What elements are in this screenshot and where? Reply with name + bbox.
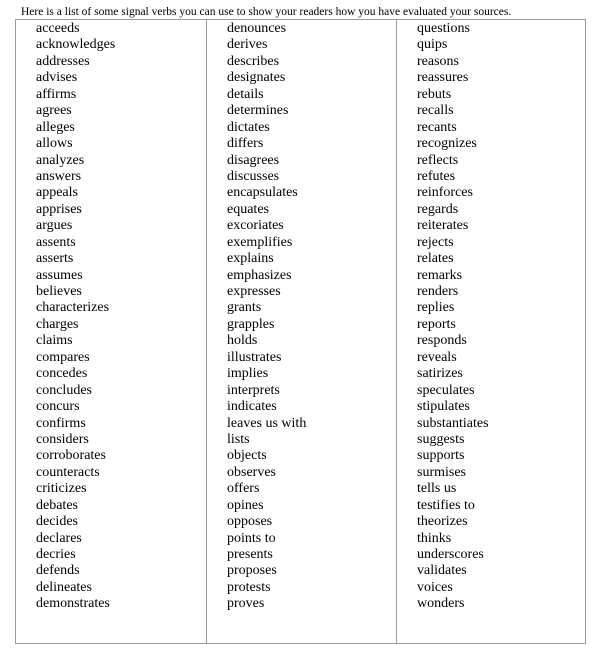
verb-list [16,20,206,613]
verb-item: agrees [36,103,72,119]
verb-item: satirizes [417,366,463,382]
verb-item: rebuts [417,86,452,102]
verb-item: disagrees [227,152,280,168]
verb-item: stipulates [417,399,470,415]
verb-item: advises [36,70,78,86]
verb-item: protests [227,579,271,595]
verb-item: alleges [36,119,75,135]
verb-item: supports [417,448,465,464]
verb-item: grapples [227,316,275,332]
verb-item: allows [36,136,73,152]
verb-item: decries [36,547,76,562]
verb-item: suggests [417,431,465,447]
verb-item: interprets [227,382,280,398]
verb-item: acceeds [36,21,80,36]
verb-item: affirms [36,86,77,102]
verb-item: characterizes [36,300,110,316]
verb-item: recalls [417,103,454,119]
verb-item: speculates [417,382,475,398]
verb-item: theorizes [417,514,468,530]
verb-item: assents [36,234,76,250]
verb-item: points to [227,530,276,546]
verb-list [207,20,396,613]
verb-item: concedes [36,366,88,382]
verb-item: presents [227,547,273,562]
verb-item: expresses [227,284,281,299]
verb-item: surmises [417,464,466,480]
verb-item: thinks [417,530,452,546]
verb-item: rejects [417,234,454,250]
verb-item: reiterates [417,218,469,234]
verb-item: appeals [36,185,78,201]
verb-item: assumes [36,267,83,283]
verb-item: wonders [417,596,465,612]
verb-item: believes [36,284,82,299]
verb-item: charges [36,316,79,332]
verb-item: acknowledges [36,37,116,53]
verb-item: counteracts [36,464,100,480]
verb-item: answers [36,168,82,184]
verb-item: explains [227,251,274,267]
verb-item: exemplifies [227,234,293,250]
verb-item: reassures [417,70,469,86]
verb-item: apprises [36,201,82,217]
verb-item: indicates [227,399,277,415]
verb-column-1 [16,20,206,643]
verb-item: observes [227,464,276,480]
verb-column-2 [206,20,396,643]
verb-item: reinforces [417,185,473,201]
verb-item: designates [227,70,286,86]
verb-item: demonstrates [36,596,110,612]
verb-item: testifies to [417,497,475,513]
verb-item: refutes [417,168,456,184]
verb-item: responds [417,333,467,349]
verb-item: regards [417,201,459,217]
verb-item: proves [227,596,265,612]
verb-item: objects [227,448,267,464]
verb-item: debates [36,497,78,513]
verb-column-3 [396,20,585,643]
verb-item: addresses [36,53,90,69]
verb-item: recognizes [417,136,477,152]
verb-item: compares [36,349,90,365]
verb-item: remarks [417,267,463,283]
verb-item: corroborates [36,448,106,464]
verb-list [397,20,585,613]
verb-item: differs [227,136,264,152]
verb-item: offers [227,481,260,497]
verb-item: questions [417,21,470,36]
verb-item: replies [417,300,455,316]
verb-item: voices [417,579,453,595]
verb-item: confirms [36,415,86,431]
signal-verbs-table [15,19,586,644]
verb-item: determines [227,103,289,119]
verb-item: reports [417,316,456,332]
verb-item: denounces [227,21,287,36]
verb-item: concurs [36,399,80,415]
verb-item: lists [227,431,250,447]
intro-text: Here is a list of some signal verbs you can use to show your readers how you have evaluated your sources. [21,6,512,18]
verb-item: asserts [36,251,74,267]
verb-item: concludes [36,382,92,398]
verb-item: discusses [227,168,280,184]
verb-item: equates [227,201,269,217]
verb-item: details [227,86,264,102]
verb-item: substantiates [417,415,489,431]
verb-item: implies [227,366,269,382]
verb-item: derives [227,37,268,53]
verb-item: validates [417,563,467,579]
verb-item: proposes [227,563,277,579]
verb-item: underscores [417,547,484,562]
verb-item: dictates [227,119,270,135]
verb-item: decides [36,514,78,530]
verb-item: tells us [417,481,457,497]
verb-item: illustrates [227,349,282,365]
verb-item: opposes [227,514,273,530]
verb-item: emphasizes [227,267,292,283]
verb-item: defends [36,563,80,579]
verb-item: renders [417,284,459,299]
verb-item: grants [227,300,262,316]
verb-item: quips [417,37,448,53]
verb-item: holds [227,333,258,349]
verb-item: leaves us with [227,415,307,431]
verb-item: describes [227,53,280,69]
verb-item: encapsulates [227,185,298,201]
verb-item: reasons [417,53,459,69]
verb-item: excoriates [227,218,284,234]
verb-item: reflects [417,152,459,168]
verb-item: claims [36,333,73,349]
verb-item: declares [36,530,82,546]
verb-item: argues [36,218,73,234]
verb-item: delineates [36,579,92,595]
verb-item: opines [227,497,264,513]
verb-item: recants [417,119,457,135]
verb-item: analyzes [36,152,85,168]
verb-item: criticizes [36,481,87,497]
verb-item: relates [417,251,454,267]
verb-item: reveals [417,349,457,365]
verb-item: considers [36,431,89,447]
